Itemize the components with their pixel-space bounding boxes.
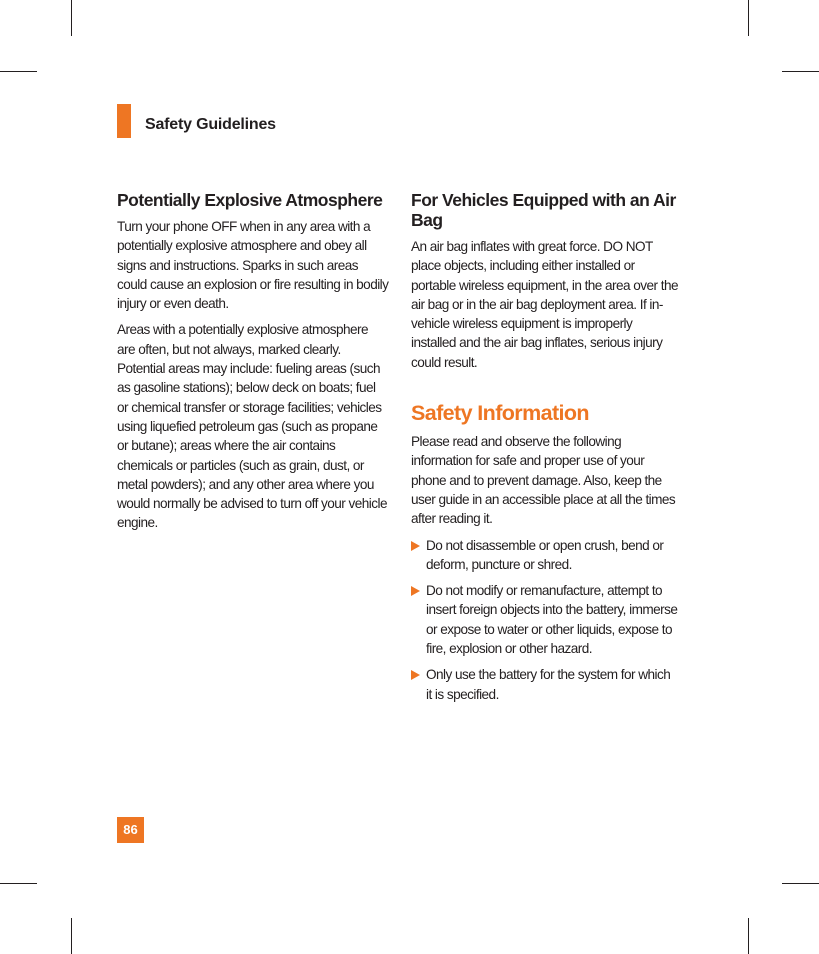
crop-mark (0, 71, 37, 72)
list-item (411, 665, 679, 704)
section-title: Safety Guidelines (145, 116, 276, 133)
triangle-bullet-icon (411, 586, 420, 596)
body-paragraph: Turn your phone OFF when in any area with a potentially explosive atmosphere and obey all signs and instructions. Sparks in such areas could cause an explosion or fire resulting in bodily injury or even death. (117, 219, 389, 312)
body-paragraph: Please read and observe the following information for safe and proper use of your phone and to prevent damage. Also, keep the user guide in an accessible place at all the times after reading it. (411, 434, 676, 527)
crop-mark (71, 0, 72, 36)
crop-mark (71, 918, 72, 954)
crop-mark (748, 918, 749, 954)
triangle-bullet-icon (411, 541, 420, 551)
air-bag-heading: For Vehicles Equipped with an Air Bag (411, 190, 676, 230)
crop-mark (748, 0, 749, 36)
list-item (411, 536, 679, 575)
crop-mark (782, 71, 819, 72)
crop-mark (782, 883, 819, 884)
bullet-text: Only use the battery for the system for which it is specified. (426, 667, 671, 702)
bullet-text: Do not modify or remanufacture, attempt to insert foreign objects into the battery, immerse or expose to water or other liquids, expose to fire, explosion or other hazard. (426, 583, 678, 657)
safety-information-heading: Safety Information (411, 401, 589, 426)
left-column (117, 190, 389, 540)
crop-mark (0, 883, 37, 884)
triangle-bullet-icon (411, 670, 420, 680)
list-item (411, 581, 679, 658)
safety-bullet-list (411, 536, 679, 704)
body-paragraph: Areas with a potentially explosive atmosphere are often, but not always, marked clearly. Potential areas may include: fueling areas (such as gasoline stations); below deck on boats; fuel or chemical transfer or storage facilities; vehicles using liquefied petroleum gas (such as propane or butane); areas where the air contains chemicals or particles (such as grain, dust, or metal powders); and any other area where you would normally be advised to turn off your vehicle engine. (117, 322, 387, 531)
explosive-atmosphere-heading: Potentially Explosive Atmosphere (117, 190, 383, 210)
header-accent-bar (117, 104, 131, 138)
body-paragraph: An air bag inflates with great force. DO NOT place objects, including either installed or portable wireless equipment, in the area over the air bag or in the air bag deployment area. If in-vehicle wireless equipment is improperly installed and the air bag inflates, serious injury could result. (411, 239, 678, 370)
bullet-text: Do not disassemble or open crush, bend or deform, puncture or shred. (426, 537, 664, 572)
page-number: 86 (117, 817, 144, 843)
right-column (411, 190, 679, 711)
